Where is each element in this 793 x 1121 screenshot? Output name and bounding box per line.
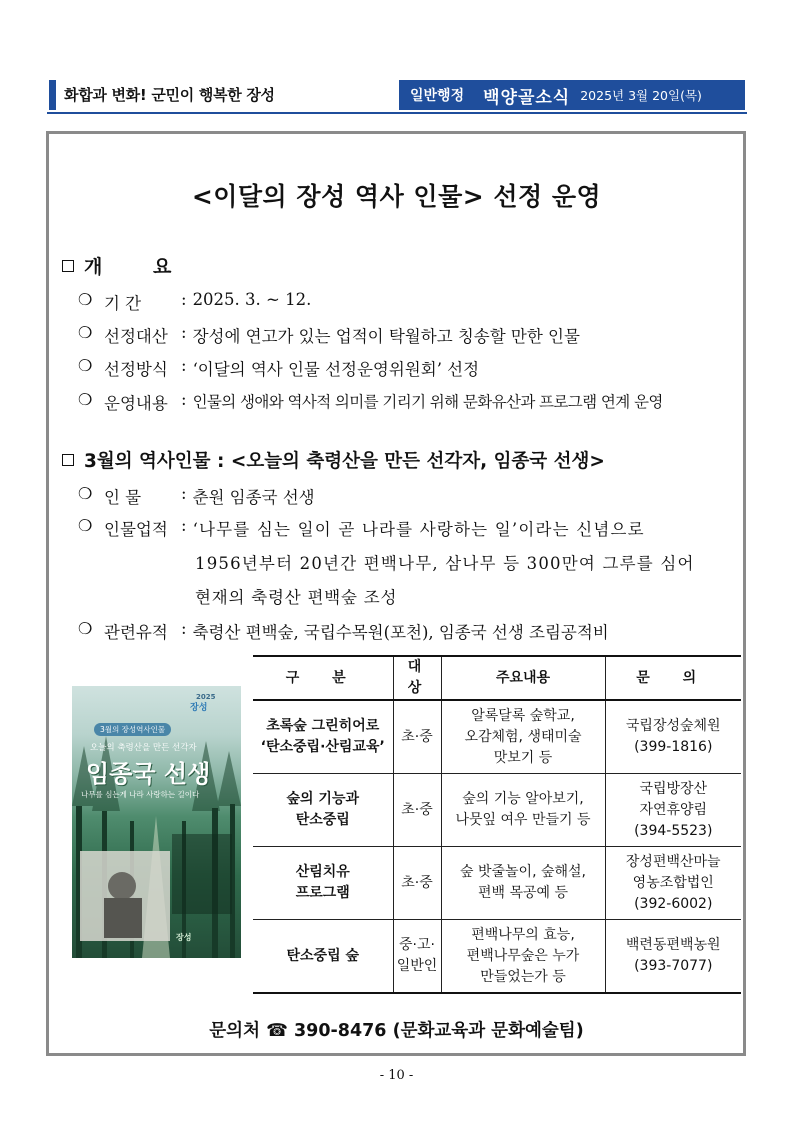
poster-year: 2025 (196, 693, 216, 701)
column-header: 대 상 (393, 656, 441, 700)
program-name: 탄소중립 숲 (253, 920, 393, 994)
program-table (253, 655, 741, 994)
column-header: 구 분 (253, 656, 393, 700)
section-heading-march (62, 447, 605, 473)
march-item-sites: ❍ 관련유적 : 축령산 편백숲, 국립수목원(포천), 임종국 선생 조림공적비 (78, 619, 609, 642)
table-row (253, 920, 741, 994)
circle-bullet-icon: ❍ (78, 323, 93, 342)
item-value: ‘이달의 역사 인물 선정운영위원회’ 선정 (192, 360, 480, 379)
item-value: 축령산 편백숲, 국립수목원(포천), 임종국 선생 조림공적비 (192, 623, 609, 642)
poster-image (72, 686, 241, 958)
item-label: 선정대산 (104, 327, 168, 346)
item-value: 춘원 임종국 선생 (192, 488, 315, 507)
program-content: 숲 밧줄놀이, 숲해설, 편백 목공예 등 (441, 847, 605, 920)
poster-name: 임종국 선생 (86, 760, 211, 788)
header-slogan: 화합과 변화! 군민이 행복한 장성 (64, 86, 275, 104)
overview-item-target: ❍ 선정대산 : 장성에 연고가 있는 업적이 탁월하고 칭송할 만한 인물 (78, 323, 580, 346)
program-target: 초·중 (393, 774, 441, 847)
item-label: 관련유적 (104, 623, 168, 642)
circle-bullet-icon: ❍ (78, 619, 93, 638)
poster-tag: 3월의 장성역사인물 (94, 723, 171, 736)
document-title: <이달의 장성 역사 인물> 선정 운영 (191, 182, 602, 211)
program-content: 숲의 기능 알아보기, 나뭇잎 여우 만들기 등 (441, 774, 605, 847)
march-item-person: ❍ 인 물 : 춘원 임종국 선생 (78, 484, 315, 507)
program-name: 초록숲 그린히어로 ‘탄소중립·산림교육’ (253, 700, 393, 774)
circle-bullet-icon: ❍ (78, 356, 93, 375)
table-row (253, 847, 741, 920)
column-header: 문 의 (605, 656, 741, 700)
overview-item-period: ❍ 기 간 : 2025. 3. ~ 12. (78, 290, 312, 313)
program-target: 초·중 (393, 847, 441, 920)
header-category: 일반행정 (410, 88, 465, 104)
table-header-row (253, 656, 741, 700)
program-name: 산림치유 프로그램 (253, 847, 393, 920)
program-contact: 국립장성숲체원 (399-1816) (605, 700, 741, 774)
item-value: 인물의 생애와 역사적 의미를 기리기 위해 문화유산과 프로그램 연계 운영 (192, 393, 663, 411)
circle-bullet-icon: ❍ (78, 484, 93, 503)
march-item-achievement: ❍ 인물업적 : ‘나무를 심는 일이 곧 나라를 사랑하는 일’이라는 신념으로 (78, 516, 645, 539)
checkbox-square-icon (62, 260, 74, 272)
item-value: ‘나무를 심는 일이 곧 나라를 사랑하는 일’이라는 신념으로 (192, 520, 645, 539)
poster-motto: 나무를 심는게 나라 사랑하는 길이다 (81, 790, 200, 799)
program-contact: 국립방장산 자연휴양림 (394-5523) (605, 774, 741, 847)
item-label: 인 물 (104, 488, 142, 507)
item-label: 운영내용 (104, 394, 168, 413)
item-label: 선정방식 (104, 360, 168, 379)
circle-bullet-icon: ❍ (78, 290, 93, 309)
section-heading-text: 개 요 (84, 256, 194, 278)
section-heading-text: 3월의 역사인물 : <오늘의 축령산을 만든 선각자, 임종국 선생> (84, 451, 605, 472)
item-value: 2025. 3. ~ 12. (192, 290, 312, 309)
header-divider (47, 112, 747, 114)
program-target: 초·중 (393, 700, 441, 774)
column-header: 주요내용 (441, 656, 605, 700)
table-row (253, 700, 741, 774)
overview-item-content: ❍ 운영내용 : 인물의 생애와 역사적 의미를 기리기 위해 문화유산과 프로그램 연계 운영 (78, 390, 663, 413)
item-label: 기 간 (104, 294, 142, 313)
achievement-line: 현재의 축령산 편백숲 조성 (195, 588, 398, 607)
program-content: 편백나무의 효능, 편백나무숲은 누가 만들었는가 등 (441, 920, 605, 994)
item-label: 인물업적 (104, 520, 168, 539)
program-content: 알록달록 숲학교, 오감체험, 생태미술 맛보기 등 (441, 700, 605, 774)
header-title: 백양골소식 (483, 87, 571, 108)
table-row (253, 774, 741, 847)
contact-line: 문의처 ☎ 390-8476 (문화교육과 문화예술팀) (209, 1021, 584, 1041)
page-number: - 10 - (379, 1068, 414, 1083)
program-contact: 장성편백산마늘 영농조합법인 (392-6002) (605, 847, 741, 920)
program-contact: 백련동편백농원 (393-7077) (605, 920, 741, 994)
program-name: 숲의 기능과 탄소중립 (253, 774, 393, 847)
poster-logo: 장성 (190, 703, 208, 713)
circle-bullet-icon: ❍ (78, 516, 93, 535)
poster-mini-logo: 장성 (176, 933, 192, 942)
overview-item-method: ❍ 선정방식 : ‘이달의 역사 인물 선정운영위원회’ 선정 (78, 356, 480, 379)
achievement-line: 1956년부터 20년간 편백나무, 삼나무 등 300만여 그루를 심어 (195, 554, 695, 573)
program-target: 중·고· 일반인 (393, 920, 441, 994)
poster-subtitle: 오늘의 축령산을 만든 선각자 (90, 743, 197, 753)
section-heading-overview (62, 252, 193, 279)
header-banner (399, 80, 745, 110)
circle-bullet-icon: ❍ (78, 390, 93, 409)
header-date: 2025년 3월 20일(목) (580, 88, 702, 103)
item-value: 장성에 연고가 있는 업적이 탁월하고 칭송할 만한 인물 (192, 327, 580, 346)
header-accent-bar (49, 80, 56, 110)
checkbox-square-icon (62, 454, 74, 466)
